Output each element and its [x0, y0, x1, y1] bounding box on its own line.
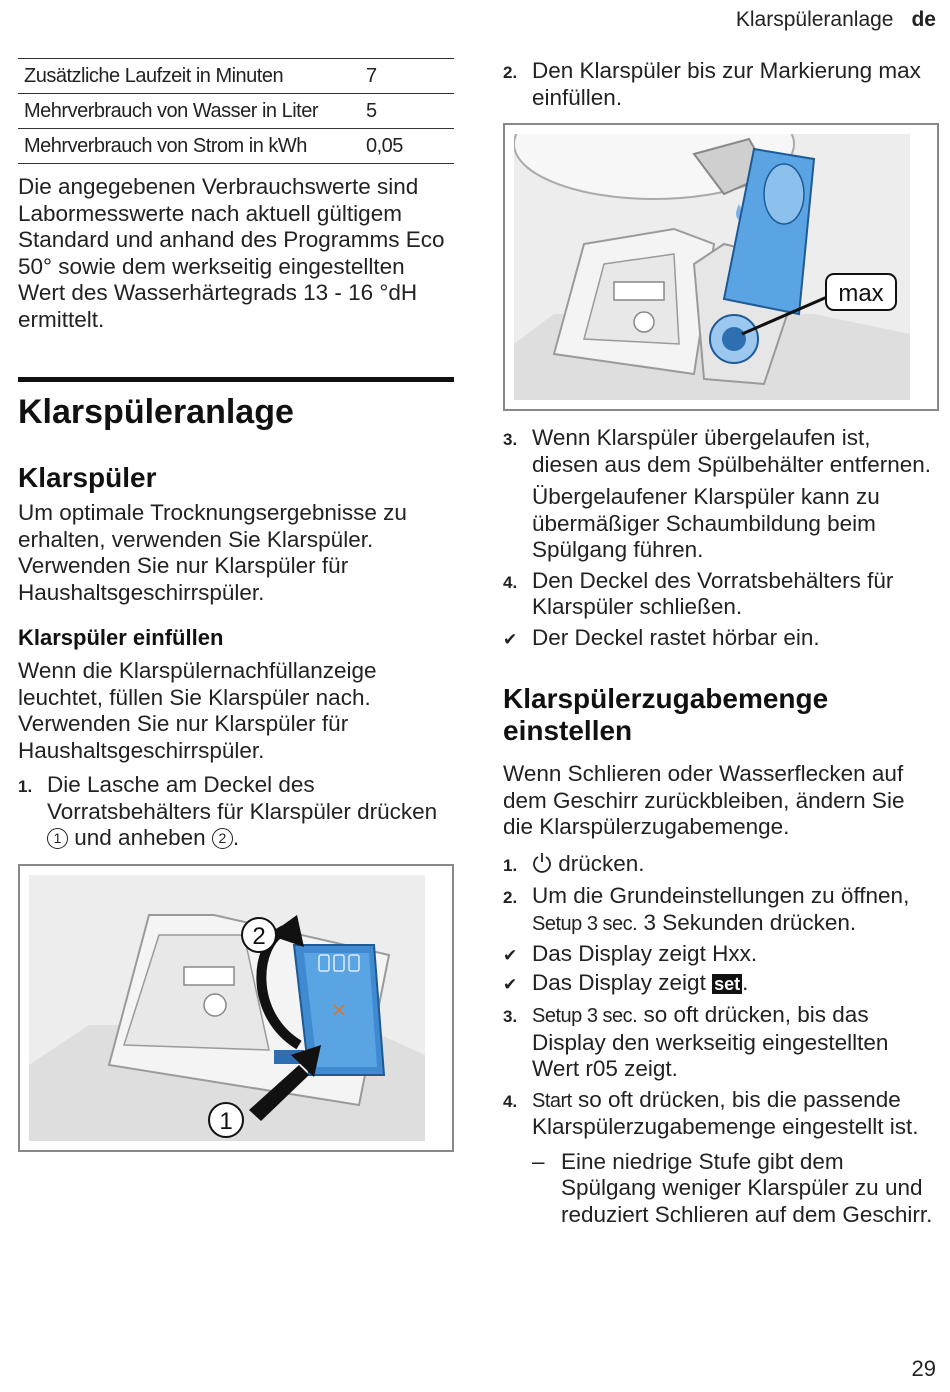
illustration-fill-rinse-aid [503, 123, 939, 411]
paragraph: Wenn die Klarspülernachfüllanzeige leuchtet, füllen Sie Klarspüler nach. [18, 658, 377, 710]
step-text-part: 3 Sekunden drücken. [643, 909, 857, 935]
header-language: de [911, 8, 936, 31]
paragraph: Verwenden Sie nur Klarspüler für Haushaltsgeschirrspüler. [18, 711, 349, 763]
open-lid-illustration [29, 875, 425, 1141]
step-text-part: und anheben [74, 825, 206, 850]
step-number: 1. [18, 777, 33, 796]
section-heading-rinse-aid: Klarspüler [18, 462, 157, 493]
left-column [18, 58, 454, 1152]
callout-number-2: 2 [252, 922, 266, 950]
table-cell-label: Zusätzliche Laufzeit in Minuten [18, 59, 366, 94]
result-text-part: Das Display zeigt [532, 969, 706, 995]
step-text-part: . [232, 825, 240, 850]
step-text [532, 883, 939, 937]
step-text-part: Die Lasche am Deckel des Vorratsbehälters für Klarspüler drücken [47, 772, 438, 824]
section-heading-dosage: Klarspülerzugabemenge einstellen [503, 683, 829, 746]
step-text-part: Um die Grundeinstellungen zu öffnen, [532, 883, 910, 908]
fill-rinse-aid-illustration [514, 134, 910, 400]
step-text: Wenn Klarspüler übergelaufen ist, diesen aus dem Spülbehälter entfernen. [532, 425, 932, 477]
setup-key-label: Setup 3 sec. [532, 1005, 638, 1027]
result-item [503, 941, 939, 970]
step-item [503, 883, 939, 937]
circled-number-marker: 1 [47, 828, 68, 849]
step-text [532, 1087, 939, 1141]
running-header [736, 8, 936, 32]
sub-list-text: Eine niedrige Stufe gibt dem Spülgang weniger Klarspüler zu und reduziert Schlieren auf dem Geschirr. [561, 1148, 933, 1227]
start-key-label: Start [532, 1089, 572, 1112]
max-label: max [838, 280, 884, 307]
step-text [532, 1002, 939, 1083]
illustration-open-lid [18, 864, 454, 1152]
step-text-part: so oft drücken, bis die passende Klarspülerzugabemenge eingestellt ist. [532, 1086, 919, 1139]
table-row [18, 59, 454, 94]
step-text [47, 772, 454, 852]
step-number: 4. [503, 1091, 518, 1111]
step-item [503, 568, 939, 621]
step-text-part: drücken. [558, 850, 645, 876]
checkmark-icon: ✔ [503, 629, 518, 649]
checkmark-icon: ✔ [503, 946, 518, 965]
result-text [532, 970, 939, 999]
step-text: Den Klarspüler bis zur Markierung max einfüllen. [532, 58, 921, 110]
result-text: Das Display zeigt Hxx. [532, 941, 758, 966]
table-row [18, 129, 454, 164]
circled-number-marker: 2 [212, 828, 233, 849]
step-text: Den Deckel des Vorratsbehälters für Klarspüler schließen. [532, 567, 894, 619]
setup-key-label: Setup 3 sec. [532, 912, 638, 935]
checkmark-icon: ✔ [503, 974, 518, 994]
table-row [18, 94, 454, 129]
callout-number-1: 1 [219, 1107, 233, 1135]
step-number: 2. [503, 888, 518, 907]
table-cell-value: 7 [366, 59, 454, 94]
step-note-text: Übergelaufener Klarspüler kann zu übermäßiger Schaumbildung beim Spülgang führen. [532, 484, 880, 562]
step-text [532, 851, 939, 880]
dash-bullet: – [532, 1148, 545, 1174]
paragraph: Um optimale Trocknungsergebnisse zu erhalten, verwenden Sie Klarspüler. [18, 500, 407, 552]
step-item [503, 851, 939, 880]
consumption-note: Die angegebenen Verbrauchswerte sind Labormesswerte nach aktuell gültigem Standard und anhand des Programms Eco 50° sowie dem werkseitig eingestellten Wert des Wasserhärtegrads 13 - 16 °dH ermittelt. [18, 174, 445, 332]
step-item [503, 1087, 939, 1141]
step-item [503, 58, 939, 111]
consumption-table [18, 58, 454, 164]
step-item [18, 772, 454, 852]
result-text-part: . [742, 969, 749, 995]
sub-list-item [532, 1149, 939, 1229]
chapter-heading: Klarspüleranlage [18, 377, 454, 432]
step-item [503, 425, 939, 478]
page-number: 29 [911, 1356, 936, 1381]
subheading-fill: Klarspüler einfüllen [18, 625, 224, 650]
table-cell-label: Mehrverbrauch von Wasser in Liter [18, 94, 366, 129]
table-cell-label: Mehrverbrauch von Strom in kWh [18, 129, 366, 164]
step-item [503, 1002, 939, 1083]
result-item [503, 625, 939, 654]
table-cell-value: 5 [366, 94, 454, 129]
right-column [503, 58, 939, 1228]
step-number: 4. [503, 572, 518, 592]
paragraph: Verwenden Sie nur Klarspüler für Haushaltsgeschirrspüler. [18, 553, 349, 605]
power-icon [532, 852, 552, 874]
paragraph: Wenn Schlieren oder Wasserflecken auf dem Geschirr zurückbleiben, ändern Sie die Klarspülerzugabemenge. [503, 761, 905, 839]
step-note [503, 484, 939, 564]
table-cell-value: 0,05 [366, 129, 454, 164]
step-number: 3. [503, 430, 518, 449]
step-number: 2. [503, 63, 518, 82]
step-number: 1. [503, 855, 518, 875]
display-set-indicator: set [714, 973, 741, 994]
step-indent [503, 484, 532, 564]
header-section-title: Klarspüleranlage [735, 8, 894, 31]
result-text: Der Deckel rastet hörbar ein. [532, 624, 820, 650]
result-item [503, 970, 939, 999]
step-number: 3. [503, 1007, 518, 1026]
step-text-part: so oft drücken, bis das Display den werkseitig eingestellten Wert r05 zeigt. [532, 1002, 889, 1081]
